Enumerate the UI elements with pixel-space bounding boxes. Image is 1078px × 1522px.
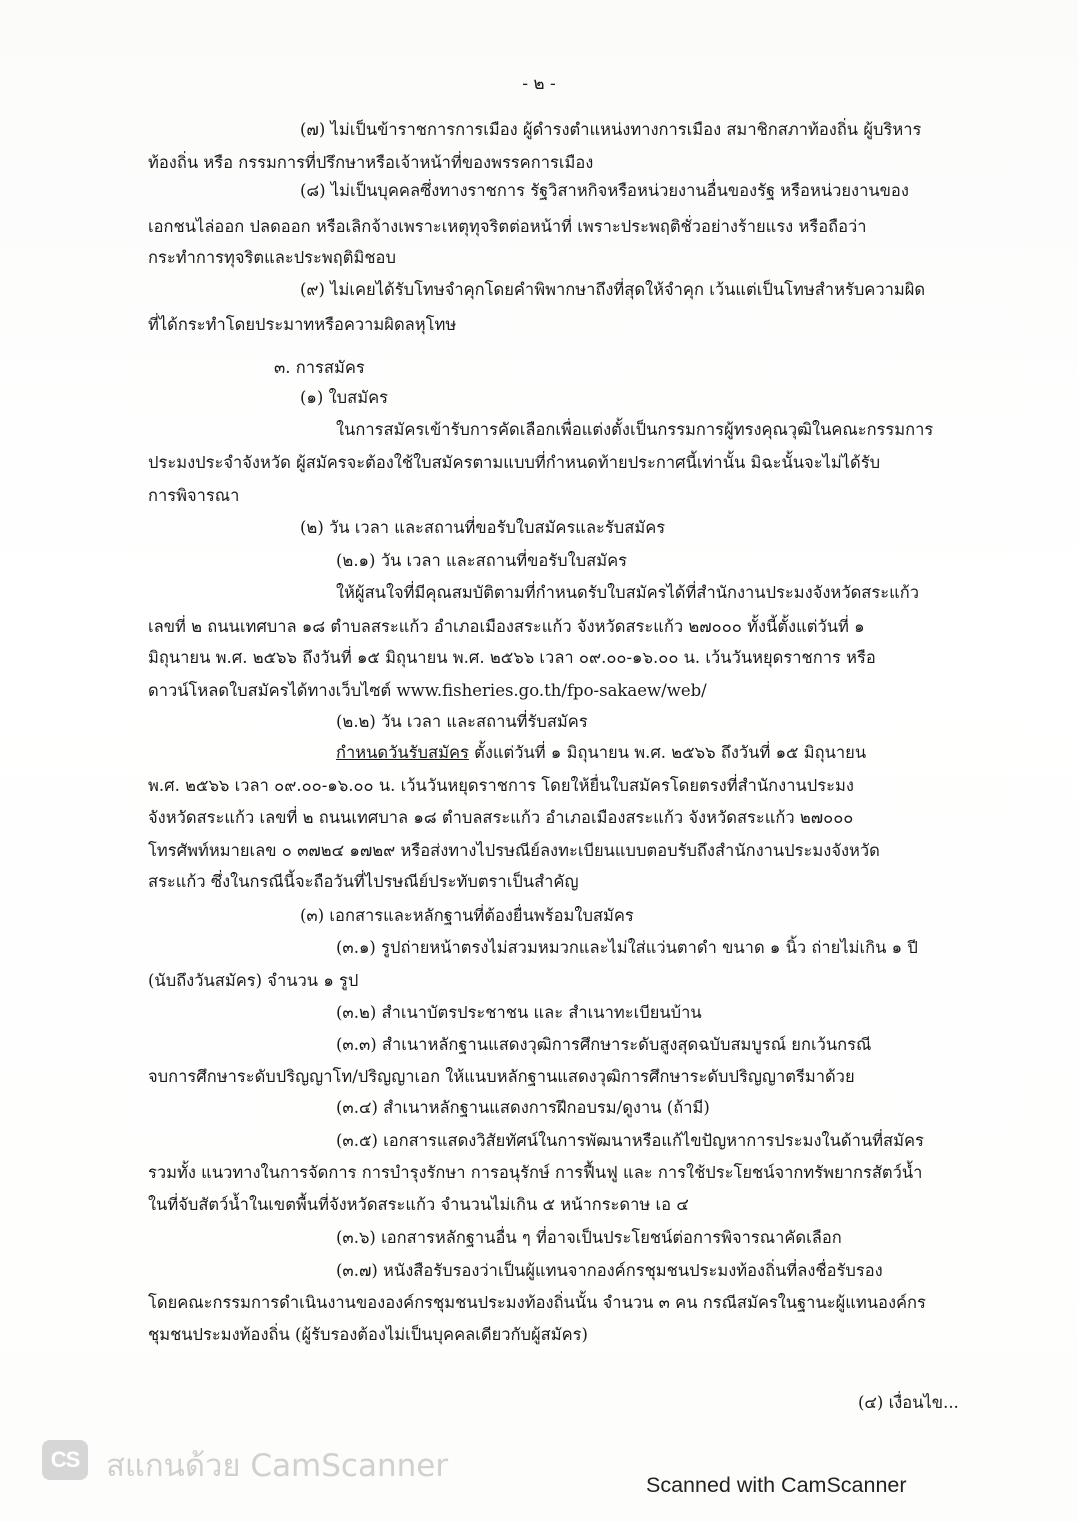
subsection-3-heading: (๓) เอกสารและหลักฐานที่ต้องยื่นพร้อมใบสมัคร xyxy=(300,906,634,925)
document-3-6: (๓.๖) เอกสารหลักฐานอื่น ๆ ที่อาจเป็นประโยชน์ต่อการพิจารณาคัดเลือก xyxy=(336,1228,842,1247)
submission-para-line-5: สระแก้ว ซึ่งในกรณีนี้จะถือวันที่ไปรษณีย์ประทับตราเป็นสำคัญ xyxy=(148,872,579,891)
section-3-heading: ๓. การสมัคร xyxy=(274,358,365,377)
subsection-1-heading: (๑) ใบสมัคร xyxy=(300,388,388,407)
submission-period-text: ตั้งแต่วันที่ ๑ มิถุนายน พ.ศ. ๒๕๖๖ ถึงวันที่ ๑๕ มิถุนายน xyxy=(468,743,867,762)
document-3-3-line-1: (๓.๓) สำเนาหลักฐานแสดงวุฒิการศึกษาระดับสูงสุดฉบับสมบูรณ์ ยกเว้นกรณี xyxy=(336,1035,872,1054)
document-3-3-line-2: จบการศึกษาระดับปริญญาโท/ปริญญาเอก ให้แนบหลักฐานแสดงวุฒิการศึกษาระดับปริญญาตรีมาด้วย xyxy=(148,1067,855,1086)
document-3-1-line-2: (นับถึงวันสมัคร) จำนวน ๑ รูป xyxy=(148,971,359,990)
camscanner-watermark: สแกนด้วย CamScanner xyxy=(106,1448,449,1484)
application-para-line-3: การพิจารณา xyxy=(148,486,240,505)
page-number: - ๒ - xyxy=(522,74,556,94)
clause-7-line-1: (๗) ไม่เป็นข้าราชการการเมือง ผู้ดำรงตำแหน่งทางการเมือง สมาชิกสภาท้องถิ่น ผู้บริหาร xyxy=(300,120,922,139)
document-3-7-line-2: โดยคณะกรรมการดำเนินงานขององค์กรชุมชนประมงท้องถิ่นนั้น จำนวน ๓ คน กรณีสมัครในฐานะผู้แทนองค์กร xyxy=(148,1293,926,1312)
document-3-7-line-3: ชุมชนประมงท้องถิ่น (ผู้รับรองต้องไม่เป็นบุคคลเดียวกับผู้สมัคร) xyxy=(148,1325,588,1344)
clause-9-line-2: ที่ได้กระทำโดยประมาทหรือความผิดลหุโทษ xyxy=(148,315,457,334)
document-3-7-line-1: (๓.๗) หนังสือรับรองว่าเป็นผู้แทนจากองค์กรชุมชนประมงท้องถิ่นที่ลงชื่อรับรอง xyxy=(336,1261,883,1280)
document-3-5-line-2: รวมทั้ง แนวทางในการจัดการ การบำรุงรักษา การอนุรักษ์ การฟื้นฟู และ การใช้ประโยชน์จากทรัพยากรสัตว์น้ำ xyxy=(148,1163,923,1182)
subsection-2-heading: (๒) วัน เวลา และสถานที่ขอรับใบสมัครและรับสมัคร xyxy=(300,518,666,537)
submission-para-line-2: พ.ศ. ๒๕๖๖ เวลา ๐๙.๐๐-๑๖.๐๐ น. เว้นวันหยุดราชการ โดยให้ยื่นใบสมัครโดยตรงที่สำนักงานประมง xyxy=(148,776,854,795)
subsection-2-1-heading: (๒.๑) วัน เวลา และสถานที่ขอรับใบสมัคร xyxy=(336,551,628,570)
submission-para-line-1 xyxy=(336,742,866,764)
pickup-para-line-4: ดาวน์โหลดใบสมัครได้ทางเว็บไซต์ www.fisheries.go.th/fpo-sakaew/web/ xyxy=(148,681,707,700)
pickup-para-line-1: ให้ผู้สนใจที่มีคุณสมบัติตามที่กำหนดรับใบสมัครได้ที่สำนักงานประมงจังหวัดสระแก้ว xyxy=(336,583,919,602)
clause-8-line-1: (๘) ไม่เป็นบุคคลซึ่งทางราชการ รัฐวิสาหกิจหรือหน่วยงานอื่นของรัฐ หรือหน่วยงานของ xyxy=(300,181,909,200)
clause-8-line-2: เอกชนไล่ออก ปลดออก หรือเลิกจ้างเพราะเหตุทุจริตต่อหน้าที่ เพราะประพฤติชั่วอย่างร้ายแรง หรือถือว่า xyxy=(148,217,867,236)
submission-para-line-4: โทรศัพท์หมายเลข ๐ ๓๗๒๔ ๑๗๒๙ หรือส่งทางไปรษณีย์ลงทะเบียนแบบตอบรับถึงสำนักงานประมงจังหวัด xyxy=(148,841,880,860)
scanned-with-footer: Scanned with CamScanner xyxy=(646,1473,907,1497)
document-3-5-line-3: ในที่จับสัตว์น้ำในเขตพื้นที่จังหวัดสระแก้ว จำนวนไม่เกิน ๕ หน้ากระดาษ เอ ๔ xyxy=(148,1195,689,1214)
document-3-4: (๓.๔) สำเนาหลักฐานแสดงการฝึกอบรม/ดูงาน (ถ้ามี) xyxy=(336,1098,710,1117)
camscanner-logo-icon: CS xyxy=(42,1440,88,1480)
document-3-2: (๓.๒) สำเนาบัตรประชาชน และ สำเนาทะเบียนบ้าน xyxy=(336,1003,702,1022)
continuation-marker: (๔) เงื่อนไข... xyxy=(858,1393,959,1412)
document-3-5-line-1: (๓.๕) เอกสารแสดงวิสัยทัศน์ในการพัฒนาหรือแก้ไขปัญหาการประมงในด้านที่สมัคร xyxy=(336,1131,924,1150)
document-3-1-line-1: (๓.๑) รูปถ่ายหน้าตรงไม่สวมหมวกและไม่ใส่แว่นตาดำ ขนาด ๑ นิ้ว ถ่ายไม่เกิน ๑ ปี xyxy=(336,938,918,957)
application-para-line-1: ในการสมัครเข้ารับการคัดเลือกเพื่อแต่งตั้งเป็นกรรมการผู้ทรงคุณวุฒิในคณะกรรมการ xyxy=(336,420,934,439)
clause-8-line-3: กระทำการทุจริตและประพฤติมิชอบ xyxy=(148,248,396,267)
clause-9-line-1: (๙) ไม่เคยได้รับโทษจำคุกโดยคำพิพากษาถึงที่สุดให้จำคุก เว้นแต่เป็นโทษสำหรับความผิด xyxy=(300,280,926,299)
application-para-line-2: ประมงประจำจังหวัด ผู้สมัครจะต้องใช้ใบสมัครตามแบบที่กำหนดท้ายประกาศนี้เท่านั้น มิฉะนั้นจะไม่ได้รับ xyxy=(148,453,881,472)
submission-period-label: กำหนดวันรับสมัคร xyxy=(336,743,469,762)
clause-7-line-2: ท้องถิ่น หรือ กรรมการที่ปรึกษาหรือเจ้าหน้าที่ของพรรคการเมือง xyxy=(148,153,594,172)
submission-para-line-3: จังหวัดสระแก้ว เลขที่ ๒ ถนนเทศบาล ๑๘ ตำบลสระแก้ว อำเภอเมืองสระแก้ว จังหวัดสระแก้ว ๒๗๐๐๐ xyxy=(148,808,854,827)
pickup-para-line-3: มิถุนายน พ.ศ. ๒๕๖๖ ถึงวันที่ ๑๕ มิถุนายน พ.ศ. ๒๕๖๖ เวลา ๐๙.๐๐-๑๖.๐๐ น. เว้นวันหยุดราชการ หรือ xyxy=(148,648,876,667)
subsection-2-2-heading: (๒.๒) วัน เวลา และสถานที่รับสมัคร xyxy=(336,712,588,731)
pickup-para-line-2: เลขที่ ๒ ถนนเทศบาล ๑๘ ตำบลสระแก้ว อำเภอเมืองสระแก้ว จังหวัดสระแก้ว ๒๗๐๐๐ ทั้งนี้ตั้งแต่วันที่ ๑ xyxy=(148,617,865,636)
